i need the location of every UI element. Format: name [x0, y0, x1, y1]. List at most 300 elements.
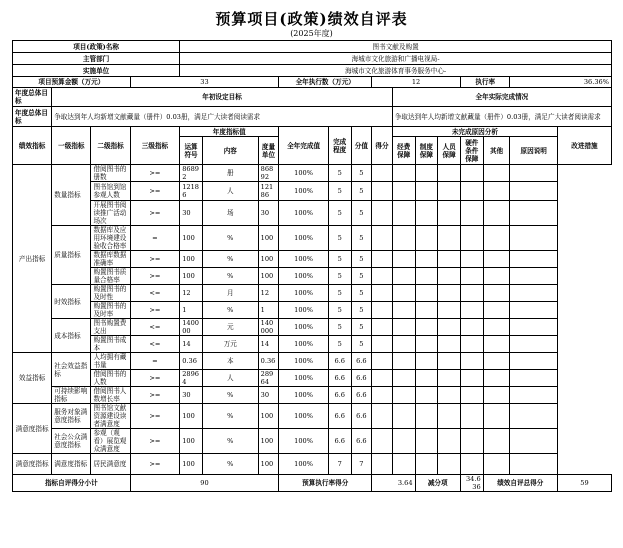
indicator-got: 5	[351, 182, 372, 201]
budget-value: 33	[130, 77, 279, 88]
indicator-unit: 元	[202, 319, 258, 336]
table-row	[13, 387, 612, 404]
indicator-unit: %	[202, 429, 258, 454]
indicator-full: 30	[258, 201, 279, 226]
indicator-score: 6.6	[328, 387, 351, 404]
reason-cell	[460, 429, 483, 454]
reason-cell	[483, 182, 510, 201]
indicator-value: 0.36	[180, 353, 203, 370]
reason-cell	[372, 201, 393, 226]
indicator-score: 5	[328, 226, 351, 251]
reason-cell	[483, 201, 510, 226]
indicator-l3: 购置图书质量合格率	[91, 268, 130, 285]
indicator-unit: %	[202, 302, 258, 319]
reason-cell	[372, 353, 393, 370]
reason-cell	[510, 370, 557, 387]
deduct-value: 34.636	[460, 475, 483, 492]
indicator-unit: %	[202, 404, 258, 429]
reason-cell	[510, 454, 557, 475]
rate-label: 执行率	[460, 77, 510, 88]
indicator-got: 6.6	[351, 387, 372, 404]
indicator-degree: 100%	[279, 319, 329, 336]
indicator-op: <=	[130, 285, 180, 302]
reason-cell	[483, 165, 510, 182]
header-r1: 经费保障	[392, 137, 415, 165]
l2-cost: 成本指标	[52, 319, 91, 353]
indicator-degree: 100%	[279, 429, 329, 454]
table-row	[13, 454, 612, 475]
l1-output: 产出指标	[13, 165, 52, 353]
reason-cell	[510, 429, 557, 454]
indicator-value: 100	[180, 404, 203, 429]
reason-cell	[483, 370, 510, 387]
indicator-unit: %	[202, 387, 258, 404]
l2-quantity: 数量指标	[52, 165, 91, 226]
page-title: 预算项目(政策)绩效自评表	[215, 10, 408, 28]
indicator-degree: 100%	[279, 387, 329, 404]
reason-cell	[483, 285, 510, 302]
reason-cell	[460, 454, 483, 475]
reason-cell	[460, 285, 483, 302]
reason-cell	[372, 268, 393, 285]
reason-cell	[415, 285, 438, 302]
indicator-got: 5	[351, 165, 372, 182]
reason-cell	[392, 454, 415, 475]
header-unit: 度量单位	[258, 137, 279, 165]
table-row	[13, 429, 612, 454]
indicator-full: 12186	[258, 182, 279, 201]
reason-cell	[392, 268, 415, 285]
reason-cell	[510, 268, 557, 285]
indicator-full: 100	[258, 226, 279, 251]
indicator-value: 100	[180, 429, 203, 454]
goal-actual-text: 争取达到年人均新增文献藏量（册件）0.03册，满足广大读者阅读需求	[392, 107, 611, 127]
indicator-op: >=	[130, 165, 180, 182]
reason-cell	[438, 226, 461, 251]
indicator-unit: 册	[202, 165, 258, 182]
deduct-label: 减分项	[415, 475, 460, 492]
indicator-op: >=	[130, 201, 180, 226]
reason-cell	[438, 251, 461, 268]
indicator-degree: 100%	[279, 226, 329, 251]
indicator-unit: 月	[202, 285, 258, 302]
reason-cell	[392, 429, 415, 454]
header-l3: 三级指标	[130, 127, 180, 165]
goal-row-label-2: 年度总体目标	[13, 107, 52, 127]
indicator-got: 5	[351, 251, 372, 268]
indicator-value: 12	[180, 285, 203, 302]
table-row	[13, 182, 612, 201]
reason-cell	[483, 336, 510, 353]
reason-cell	[483, 353, 510, 370]
indicator-unit: 人	[202, 182, 258, 201]
l2-time: 时效指标	[52, 285, 91, 319]
header-annual: 年度指标值	[180, 127, 279, 137]
reason-cell	[460, 268, 483, 285]
project-name-label: 项目(政策)名称	[13, 41, 180, 53]
indicator-full: 100	[258, 268, 279, 285]
indicator-op: <=	[130, 336, 180, 353]
header-score: 分值	[351, 127, 372, 165]
reason-cell	[510, 302, 557, 319]
reason-cell	[438, 454, 461, 475]
indicator-got: 6.6	[351, 429, 372, 454]
reason-cell	[415, 336, 438, 353]
reason-cell	[483, 404, 510, 429]
header-r6: 原因说明	[510, 137, 557, 165]
indicator-op: =	[130, 353, 180, 370]
indicator-unit: %	[202, 226, 258, 251]
indicator-score: 5	[328, 319, 351, 336]
header-l2: 二级指标	[91, 127, 130, 165]
indicator-full: 12	[258, 285, 279, 302]
unit-row	[13, 65, 612, 77]
budget-score-value: 3.64	[372, 475, 415, 492]
reason-cell	[372, 251, 393, 268]
table-row	[13, 319, 612, 336]
indicator-degree: 100%	[279, 165, 329, 182]
reason-cell	[460, 404, 483, 429]
reason-cell	[392, 285, 415, 302]
indicator-unit: %	[202, 454, 258, 475]
reason-cell	[372, 454, 393, 475]
reason-cell	[438, 268, 461, 285]
indicator-score: 6.6	[328, 404, 351, 429]
l1-benefit: 效益指标	[13, 353, 52, 404]
reason-cell	[438, 404, 461, 429]
l2-service: 服务对象满意度指标	[52, 404, 91, 429]
indicator-full: 30	[258, 387, 279, 404]
indicator-got: 5	[351, 226, 372, 251]
indicator-op: >=	[130, 404, 180, 429]
indicator-l3: 图书馆到馆参观人数	[91, 182, 130, 201]
table-row	[13, 353, 612, 370]
goal-actual-header: 全年实际完成情况	[392, 88, 611, 107]
indicator-rows	[13, 165, 612, 475]
indicator-l3: 人均拥有藏书量	[91, 353, 130, 370]
goal-header-row	[13, 88, 612, 107]
indicator-full: 100	[258, 429, 279, 454]
indicator-score: 5	[328, 302, 351, 319]
indicator-got: 5	[351, 201, 372, 226]
perf-label: 绩效指标	[13, 127, 52, 165]
reason-cell	[415, 454, 438, 475]
reason-cell	[392, 404, 415, 429]
indicator-value: 100	[180, 251, 203, 268]
reason-cell	[438, 201, 461, 226]
reason-cell	[460, 165, 483, 182]
reason-cell	[483, 319, 510, 336]
l2-sustain: 可持续影响指标	[52, 387, 91, 404]
reason-cell	[510, 404, 557, 429]
indicator-degree: 100%	[279, 336, 329, 353]
reason-cell	[510, 226, 557, 251]
l2-public-2: 满意度指标	[52, 454, 91, 475]
indicator-unit: %	[202, 268, 258, 285]
reason-cell	[372, 182, 393, 201]
reason-cell	[372, 404, 393, 429]
indicator-score: 6.6	[328, 429, 351, 454]
subtotal-label: 指标自评得分小计	[13, 475, 131, 492]
indicator-full: 140000	[258, 319, 279, 336]
rate-value: 36.36%	[510, 77, 612, 88]
indicator-l3: 借阅图书的册数	[91, 165, 130, 182]
reason-cell	[372, 302, 393, 319]
reason-cell	[415, 302, 438, 319]
indicator-full: 1	[258, 302, 279, 319]
reason-cell	[392, 387, 415, 404]
indicator-value: 30	[180, 387, 203, 404]
indicator-value: 14	[180, 336, 203, 353]
indicator-value: 28964	[180, 370, 203, 387]
reason-cell	[510, 319, 557, 336]
indicator-score: 7	[328, 454, 351, 475]
indicator-l3: 购置图书的及时性	[91, 285, 130, 302]
header-r4: 硬件条件保障	[460, 137, 483, 165]
l1-satisfaction-2: 满意度指标	[13, 454, 52, 475]
dept-value: 海城市文化旅游和广播电视局-	[180, 53, 612, 65]
table-row	[13, 165, 612, 182]
indicator-got: 5	[351, 302, 372, 319]
reason-cell	[460, 387, 483, 404]
reason-cell	[460, 226, 483, 251]
table-row	[13, 404, 612, 429]
table-row	[13, 285, 612, 302]
indicator-degree: 100%	[279, 454, 329, 475]
indicator-value: 100	[180, 268, 203, 285]
reason-cell	[372, 319, 393, 336]
reason-cell	[460, 201, 483, 226]
indicator-unit: 人	[202, 370, 258, 387]
indicator-unit: 场	[202, 201, 258, 226]
reason-cell	[392, 302, 415, 319]
budget-score-label: 预算执行率得分	[279, 475, 372, 492]
reason-cell	[510, 182, 557, 201]
indicator-degree: 100%	[279, 370, 329, 387]
indicator-got: 6.6	[351, 353, 372, 370]
reason-cell	[415, 370, 438, 387]
l1-satisfaction: 满意度指标	[13, 404, 52, 454]
indicator-degree: 100%	[279, 302, 329, 319]
reason-cell	[438, 353, 461, 370]
indicator-score: 5	[328, 285, 351, 302]
reason-cell	[392, 226, 415, 251]
subtotal-value: 90	[130, 475, 279, 492]
reason-cell	[372, 165, 393, 182]
reason-cell	[372, 387, 393, 404]
reason-cell	[510, 336, 557, 353]
indicator-value: 1	[180, 302, 203, 319]
indicator-op: >=	[130, 251, 180, 268]
report-year: (2025年度)	[290, 29, 333, 38]
header-l1: 一级指标	[52, 127, 91, 165]
table-row	[13, 201, 612, 226]
header-fix: 改进措施	[557, 127, 611, 165]
indicator-score: 5	[328, 251, 351, 268]
table-header-row-1	[13, 127, 612, 137]
indicator-got: 5	[351, 268, 372, 285]
indicator-degree: 100%	[279, 182, 329, 201]
reason-cell	[483, 387, 510, 404]
indicator-degree: 100%	[279, 353, 329, 370]
reason-cell	[392, 319, 415, 336]
indicator-score: 5	[328, 268, 351, 285]
header-r2: 制度保障	[415, 137, 438, 165]
reason-cell	[483, 302, 510, 319]
indicator-got: 5	[351, 319, 372, 336]
indicator-unit: 万元	[202, 336, 258, 353]
reason-cell	[510, 387, 557, 404]
goal-plan-text: 争取达到年人均新增文献藏量（册件）0.03册，满足广大读者阅读需求	[52, 107, 393, 127]
reason-cell	[415, 404, 438, 429]
indicator-full: 0.36	[258, 353, 279, 370]
indicator-op: >=	[130, 302, 180, 319]
indicator-score: 6.6	[328, 353, 351, 370]
total-value: 59	[557, 475, 611, 492]
indicator-op: <=	[130, 319, 180, 336]
reason-cell	[415, 268, 438, 285]
reason-cell	[415, 429, 438, 454]
indicator-op: >=	[130, 454, 180, 475]
project-name-value: 图书文献及购置	[180, 41, 612, 53]
indicator-l3: 图书购置费支出	[91, 319, 130, 336]
indicator-degree: 100%	[279, 404, 329, 429]
indicator-degree: 100%	[279, 285, 329, 302]
reason-cell	[392, 182, 415, 201]
reason-cell	[460, 353, 483, 370]
reason-cell	[392, 353, 415, 370]
indicator-value: 86892	[180, 165, 203, 182]
indicator-full: 100	[258, 251, 279, 268]
total-label: 绩效自评总得分	[483, 475, 557, 492]
reason-cell	[460, 319, 483, 336]
reason-cell	[392, 251, 415, 268]
reason-cell	[483, 251, 510, 268]
indicator-l3: 借阅图书人数增长率	[91, 387, 130, 404]
indicator-full: 100	[258, 454, 279, 475]
reason-cell	[483, 268, 510, 285]
indicator-got: 7	[351, 454, 372, 475]
header-got: 得分	[372, 127, 393, 165]
footer-row	[13, 475, 612, 492]
indicator-op: =	[130, 226, 180, 251]
table-row	[13, 251, 612, 268]
reason-cell	[392, 201, 415, 226]
dept-label: 主管部门	[13, 53, 180, 65]
reason-cell	[415, 251, 438, 268]
reason-cell	[460, 370, 483, 387]
header-r3: 人员保障	[438, 137, 461, 165]
reason-cell	[510, 353, 557, 370]
indicator-value: 12186	[180, 182, 203, 201]
reason-cell	[392, 370, 415, 387]
indicator-value: 30	[180, 201, 203, 226]
reason-cell	[510, 165, 557, 182]
indicator-full: 14	[258, 336, 279, 353]
reason-cell	[438, 336, 461, 353]
reason-cell	[415, 165, 438, 182]
indicator-value: 100	[180, 226, 203, 251]
indicator-l3: 数据库及应用环境建设验收合格率	[91, 226, 130, 251]
indicator-full: 28964	[258, 370, 279, 387]
reason-cell	[438, 302, 461, 319]
goal-row-label: 年度总体目标	[13, 88, 52, 107]
table-row	[13, 268, 612, 285]
header-full: 全年完成值	[279, 127, 329, 165]
indicator-score: 5	[328, 165, 351, 182]
header-degree: 完成程度	[328, 127, 351, 165]
reason-cell	[483, 429, 510, 454]
indicator-op: >=	[130, 370, 180, 387]
indicator-l3: 购置图书的及时率	[91, 302, 130, 319]
reason-cell	[415, 387, 438, 404]
indicator-full: 100	[258, 404, 279, 429]
l2-public: 社会公众满意度指标	[52, 429, 91, 454]
indicator-l3: 居民满意度	[91, 454, 130, 475]
indicator-value: 140000	[180, 319, 203, 336]
indicator-op: >=	[130, 429, 180, 454]
reason-cell	[438, 285, 461, 302]
budget-row	[13, 77, 612, 88]
l2-social: 社会效益指标	[52, 353, 91, 387]
reason-cell	[372, 370, 393, 387]
header-reason: 未完成原因分析	[392, 127, 557, 137]
reason-cell	[415, 353, 438, 370]
reason-cell	[438, 429, 461, 454]
exec-label: 全年执行数（万元）	[279, 77, 372, 88]
header-op: 运算符号	[180, 137, 203, 165]
evaluation-table	[12, 40, 612, 492]
reason-cell	[415, 226, 438, 251]
indicator-l3: 购置图书成本	[91, 336, 130, 353]
reason-cell	[483, 226, 510, 251]
indicator-unit: 本	[202, 353, 258, 370]
reason-cell	[438, 165, 461, 182]
table-row	[13, 302, 612, 319]
reason-cell	[372, 429, 393, 454]
header-content: 内容	[202, 137, 258, 165]
reason-cell	[392, 165, 415, 182]
reason-cell	[372, 285, 393, 302]
reason-cell	[460, 302, 483, 319]
indicator-value: 100	[180, 454, 203, 475]
goal-text-row	[13, 107, 612, 127]
indicator-score: 5	[328, 336, 351, 353]
reason-cell	[415, 201, 438, 226]
header-r5: 其他	[483, 137, 510, 165]
unit-value: 海城市文化旅游体育事务服务中心-	[180, 65, 612, 77]
indicator-l3: 数据库数据准确率	[91, 251, 130, 268]
budget-label: 项目预算金额（万元）	[13, 77, 131, 88]
reason-cell	[438, 319, 461, 336]
reason-cell	[392, 336, 415, 353]
indicator-l3: 图书馆文献资源建设读者满意度	[91, 404, 130, 429]
indicator-score: 5	[328, 201, 351, 226]
reason-cell	[510, 285, 557, 302]
reason-cell	[438, 182, 461, 201]
exec-value: 12	[372, 77, 461, 88]
indicator-unit: %	[202, 251, 258, 268]
project-name-row	[13, 41, 612, 53]
reason-cell	[510, 251, 557, 268]
table-row	[13, 336, 612, 353]
reason-cell	[460, 336, 483, 353]
reason-cell	[372, 336, 393, 353]
unit-label: 实施单位	[13, 65, 180, 77]
reason-cell	[438, 370, 461, 387]
reason-cell	[415, 319, 438, 336]
indicator-got: 6.6	[351, 404, 372, 429]
